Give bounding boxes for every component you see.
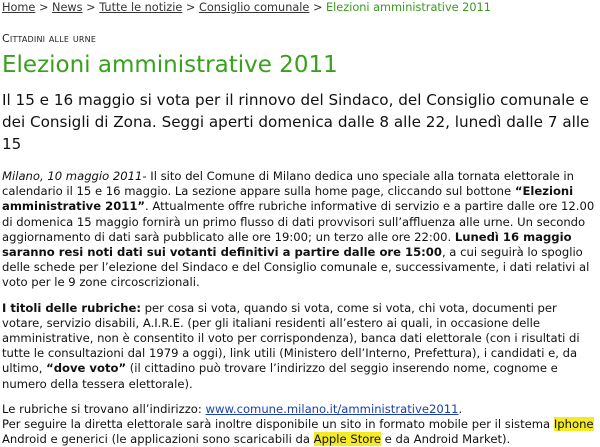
breadcrumb-separator: > — [82, 1, 100, 14]
highlighted-text: Iphone — [553, 417, 594, 432]
article-lead: Il 15 e 16 maggio si vota per il rinnovo del Sindaco, del Consiglio comunale e dei Consigli di Zona. Seggi aperti domenica dalle 8 alle 22, lunedì dalle 7 alle 15 — [2, 91, 590, 153]
paragraph-text: Le rubriche si trovano all’indirizzo: — [2, 401, 206, 416]
breadcrumb — [2, 0, 596, 15]
breadcrumb-separator: > — [35, 1, 53, 14]
bold-text: “Elezioni amministrative 2011” — [2, 184, 574, 214]
breadcrumb-consiglio-link[interactable]: Consiglio comunale — [198, 1, 310, 14]
paragraph-text: . — [458, 401, 463, 416]
paragraph-text: , a cui seguirà lo spoglio delle schede per l’elezione del Sindaco e del Consiglio comunale e, successivamente, i dati relativi al voto per le 9 zone circoscrizionali. — [2, 245, 590, 290]
paragraph-1 — [2, 169, 596, 291]
article-kicker: Cittadini alle urne — [2, 32, 97, 45]
paragraph-3 — [2, 402, 596, 447]
dateline: Milano, 10 maggio 2011 — [2, 169, 143, 183]
paragraph-text: e da Android Market). — [380, 432, 511, 447]
breadcrumb-notizie-link[interactable]: Tutte le notizie — [99, 1, 183, 14]
paragraph-text: Android e generici (le applicazioni sono scaricabili da — [2, 432, 314, 447]
bold-text: Lunedì 16 maggio saranno resi noti dati sui votanti definitivi a partire dalle ore 15:00 — [2, 229, 572, 260]
paragraph-text: (il cittadino può trovare l’indirizzo del seggio inserendo nome, cognome e numero della tessera elettorale). — [2, 361, 558, 391]
breadcrumb-separator: > — [309, 1, 327, 14]
paragraph-2 — [2, 301, 596, 392]
paragraph-text: . Attualmente offre rubriche informative di servizio e a partire dalle ore 12.00 di domenica 15 maggio fornirà un primo flusso di dati provvisori sull’affluenza alle urne. Un secondo aggiornamento di dati sarà pubblicato alle ore 19:00; un terzo alle ore 22:00. — [2, 199, 595, 244]
breadcrumb-current: Elezioni amministrative 2011 — [326, 1, 491, 14]
breadcrumb-news-link[interactable]: News — [52, 1, 83, 14]
breadcrumb-separator: > — [182, 1, 199, 14]
amministrative-link[interactable]: www.comune.milano.it/amministrative2011 — [205, 401, 459, 416]
bold-text: I titoli delle rubriche: — [2, 300, 141, 315]
bold-text: “dove voto” — [46, 361, 127, 376]
paragraph-text: Per seguire la diretta elettorale sarà inoltre disponibile un sito in formato mobile per il sistema — [2, 417, 554, 432]
breadcrumb-home-link[interactable]: Home — [2, 1, 36, 14]
article-body — [2, 169, 596, 447]
highlighted-text: Apple Store — [313, 432, 381, 447]
paragraph-text: - Il sito del Comune di Milano dedica uno speciale alla tornata elettorale in calendario il 15 e 16 maggio. La sezione appare sulla home page, cliccando sul bottone — [2, 169, 575, 199]
paragraph-text: per cosa si vota, quando si vota, come si vota, chi vota, documenti per votare, servizio disabili, A.I.R.E. (per gli italiani residenti all’estero ai quali, in occasione delle amministrative, non è consentito il voto per corrispondenza), banca dati elettorale (con i risultati di tutte le consultazioni dal 1979 a oggi), link utili (Ministero dell’Interno, Prefettura), i candidati e, da ultimo, — [2, 300, 580, 376]
article-title: Elezioni amministrative 2011 — [2, 52, 338, 78]
